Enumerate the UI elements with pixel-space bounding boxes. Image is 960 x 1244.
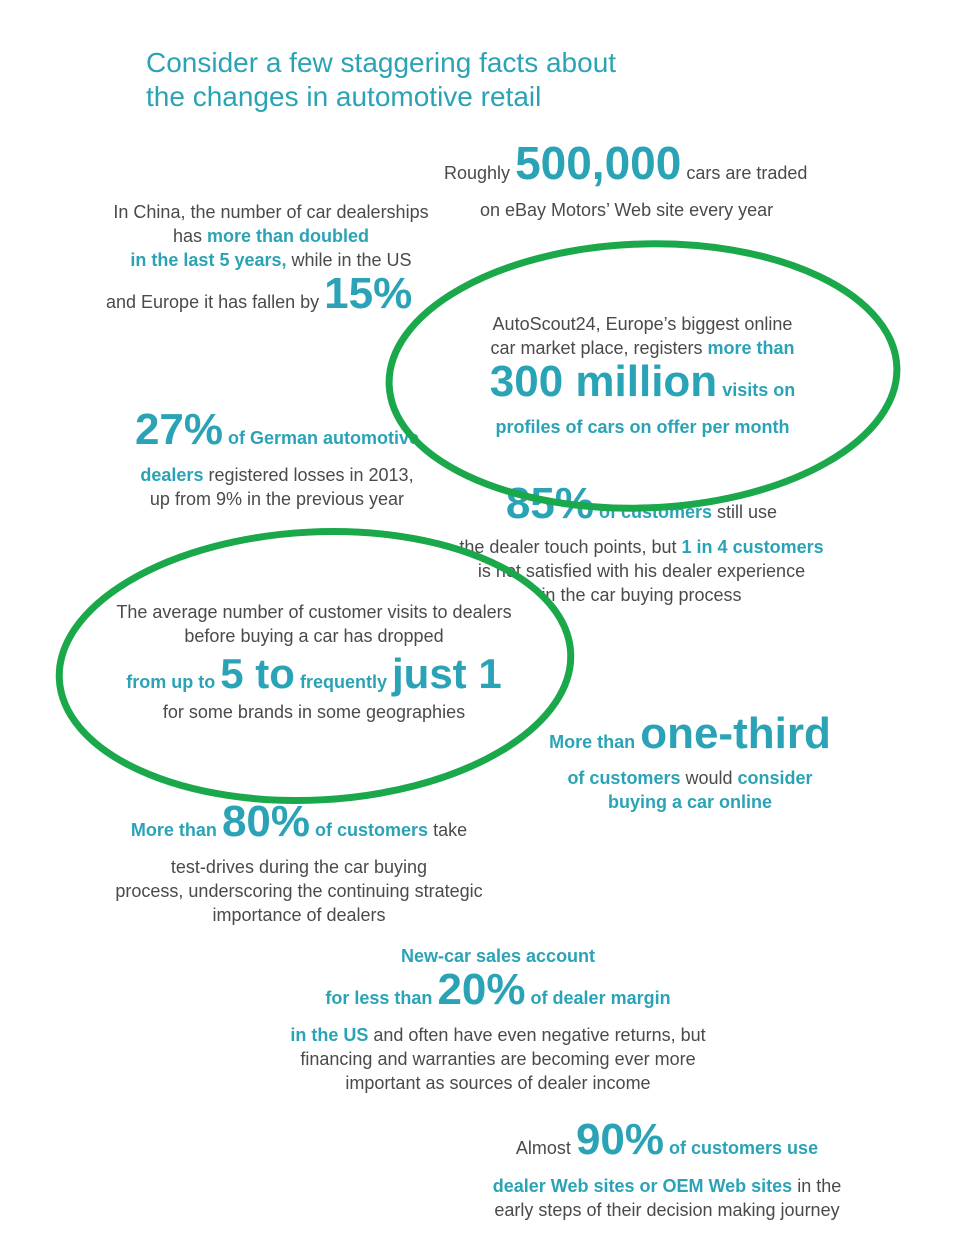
autoscout-big-post: visits on	[722, 380, 796, 400]
autoscout-l2-highlight: more than	[707, 338, 795, 358]
newcar-l2-highlight-2: of dealer margin	[530, 988, 671, 1008]
fact-ebay	[444, 137, 808, 222]
title-line-1: Consider a few staggering facts about	[146, 47, 617, 78]
china-l2-pre: has	[172, 226, 208, 246]
websites-big-number: 90%	[575, 1115, 665, 1164]
ebay-pre: Roughly	[444, 163, 511, 183]
china-line-1: In China, the number of car dealerships	[113, 202, 429, 222]
websites-line-3: early steps of their decision making journey	[494, 1200, 840, 1220]
german-l2-highlight: dealers	[140, 465, 204, 485]
page-title	[146, 46, 616, 114]
visits-l3-highlight-2: frequently	[299, 672, 387, 692]
online-l2-highlight-1: of customers	[567, 768, 681, 788]
ebay-line-2: on eBay Motors’ Web site every year	[480, 200, 774, 220]
china-l3-highlight: in the last 5 years,	[130, 250, 287, 270]
touch-line-4: in the car buying process	[541, 585, 742, 605]
newcar-l2-highlight-1: for less than	[325, 988, 433, 1008]
touch-l2-highlight: 1 in 4 customers	[681, 537, 824, 557]
touch-l1-post: still use	[712, 502, 778, 522]
ebay-post: cars are traded	[686, 163, 808, 183]
fact-test-drives	[104, 797, 494, 927]
newcar-big-number: 20%	[437, 965, 526, 1014]
visits-l3-highlight-1: from up to	[126, 672, 216, 692]
fact-touch-points	[444, 479, 839, 607]
china-l4-pre: and Europe it has fallen by	[106, 292, 320, 312]
testdrive-l1-highlight: of customers	[315, 820, 429, 840]
visits-line-2: before buying a car has dropped	[184, 626, 444, 646]
websites-l2-highlight: dealer Web sites or OEM Web sites	[492, 1176, 793, 1196]
german-big-number: 27%	[134, 405, 224, 454]
testdrive-line-2: test-drives during the car buying	[170, 857, 428, 877]
websites-pre: Almost	[515, 1138, 571, 1158]
online-l2-highlight-2: consider	[737, 768, 813, 788]
touch-l2-pre: the dealer touch points, but	[459, 537, 682, 557]
china-l2-highlight: more than doubled	[207, 226, 370, 246]
touch-big-number: 85%	[505, 479, 594, 528]
visits-big-2: just 1	[392, 650, 502, 697]
testdrive-l1-post: take	[428, 820, 468, 840]
testdrive-line-4: importance of dealers	[212, 905, 386, 925]
newcar-l3-highlight: in the US	[290, 1025, 369, 1045]
visits-line-4: for some brands in some geographies	[162, 702, 466, 722]
german-l1-highlight: of German automotive	[228, 428, 420, 448]
websites-l2-post: in the	[792, 1176, 842, 1196]
fact-china	[106, 200, 436, 327]
autoscout-line-4: profiles of cars on offer per month	[495, 417, 790, 437]
fact-dealer-visits	[104, 600, 524, 724]
touch-l1-highlight: of customers	[599, 502, 713, 522]
china-big-number: 15%	[324, 269, 413, 318]
online-l2-mid: would	[680, 768, 738, 788]
china-l3-post: while in the US	[286, 250, 412, 270]
fact-web-sites	[472, 1115, 862, 1222]
autoscout-big-number: 300 million	[489, 357, 718, 406]
websites-l1-highlight: of customers use	[669, 1138, 819, 1158]
autoscout-line-1: AutoScout24, Europe’s biggest online	[492, 314, 793, 334]
newcar-l3-post: and often have even negative returns, but	[368, 1025, 706, 1045]
online-big: one-third	[640, 709, 831, 758]
german-line-3: up from 9% in the previous year	[149, 489, 405, 509]
touch-line-3: is not satisfied with his dealer experience	[477, 561, 806, 581]
newcar-line-5: important as sources of dealer income	[345, 1073, 651, 1093]
fact-german-dealers	[112, 405, 442, 511]
visits-line-1: The average number of customer visits to dealers	[116, 602, 512, 622]
fact-new-car-sales	[268, 944, 728, 1095]
german-l2-post: registered losses in 2013,	[203, 465, 414, 485]
online-line-3: buying a car online	[607, 792, 773, 812]
testdrive-line-3: process, underscoring the continuing strategic	[115, 881, 483, 901]
online-pre-highlight: More than	[549, 732, 636, 752]
ebay-big-number: 500,000	[515, 137, 682, 189]
fact-autoscout	[470, 312, 815, 439]
testdrive-big-number: 80%	[221, 797, 311, 846]
testdrive-pre-highlight: More than	[130, 820, 217, 840]
newcar-line-1: New-car sales account	[400, 946, 596, 966]
autoscout-l2-pre: car market place, registers	[490, 338, 708, 358]
fact-buy-online	[542, 709, 838, 814]
newcar-line-4: financing and warranties are becoming ever more	[300, 1049, 696, 1069]
visits-big-1: 5 to	[220, 650, 295, 697]
title-line-2: the changes in automotive retail	[146, 81, 542, 112]
